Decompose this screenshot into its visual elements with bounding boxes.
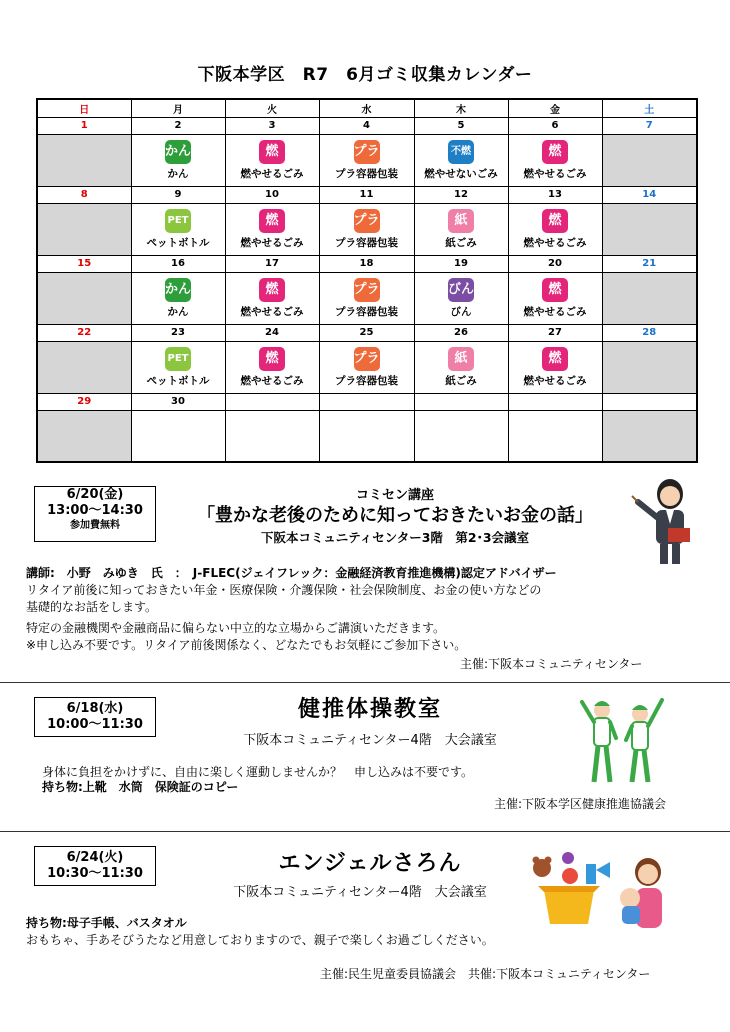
event1-lecturer: 講師: 小野 みゆき 氏 ： J-FLEC(ジェイフレック：金融経済教育推進機構)認定アドバイザー: [26, 566, 557, 580]
day-number: 11: [319, 186, 414, 203]
garbage-cell: [131, 134, 225, 186]
garbage-cell: [225, 341, 319, 393]
event2-desc: 身体に負担をかけずに、自由に楽しく運動しませんか？ 申し込みは不要です。: [42, 765, 474, 779]
day-number: 22: [37, 324, 131, 341]
garbage-label: 燃やせるごみ: [240, 167, 304, 180]
empty-cell: [37, 272, 131, 324]
garbage-label: 燃やせるごみ: [523, 305, 587, 318]
week-4-garbage: [37, 341, 697, 393]
can-icon: かん: [165, 140, 191, 164]
burnable-icon: 燃: [259, 278, 285, 302]
plastic-icon: プラ: [354, 347, 380, 371]
teacher-illustration-icon: [630, 472, 702, 568]
divider: [0, 682, 730, 683]
weekday-header: [37, 99, 697, 117]
week-3-dates: [37, 255, 697, 272]
nonburnable-icon: 不燃: [448, 140, 474, 164]
day-number: 2: [131, 117, 225, 134]
day-number: 23: [131, 324, 225, 341]
garbage-label: 紙ごみ: [445, 236, 477, 249]
empty-cell: [602, 134, 697, 186]
pet-bottle-icon: PET: [165, 347, 191, 371]
day-number: 26: [414, 324, 508, 341]
day-number: 9: [131, 186, 225, 203]
day-number: 30: [131, 393, 225, 410]
week-2-garbage: [37, 203, 697, 255]
garbage-label: 燃やせないごみ: [424, 168, 498, 180]
garbage-label: プラ容器包装: [335, 374, 398, 387]
garbage-cell: [225, 134, 319, 186]
week-1-garbage: [37, 134, 697, 186]
weekday-sun: 日: [37, 99, 131, 117]
week-5-dates: [37, 393, 697, 410]
day-number: 15: [37, 255, 131, 272]
event1-title: 「豊かな老後のために知っておきたいお金の話」: [197, 505, 593, 526]
empty-cell: [602, 203, 697, 255]
day-number: [602, 393, 697, 410]
day-number: 4: [319, 117, 414, 134]
event1-desc: リタイア前後に知っておきたい年金・医療保険・介護保険・社会保険制度、お金の使い方などの: [26, 583, 542, 597]
garbage-label: 燃やせるごみ: [523, 374, 587, 387]
event3-desc: おもちゃ、手あそびうたなど用意しておりますので、親子で楽しくお過ごしください。: [26, 933, 494, 947]
garbage-calendar: [36, 98, 698, 463]
empty-cell: [37, 410, 131, 462]
day-number: 24: [225, 324, 319, 341]
bottle-icon: びん: [448, 278, 474, 302]
garbage-label: 燃やせるごみ: [523, 167, 587, 180]
day-number: 3: [225, 117, 319, 134]
garbage-label: プラ容器包装: [335, 167, 398, 180]
weekday-fri: 金: [508, 99, 602, 117]
burnable-icon: 燃: [259, 347, 285, 371]
event2-date: 6/18(水): [66, 701, 124, 716]
garbage-cell: [131, 272, 225, 324]
event2-date-box: [34, 697, 156, 737]
burnable-icon: 燃: [542, 347, 568, 371]
day-number: 7: [602, 117, 697, 134]
event2-items: 持ち物:上靴 水筒 保険証のコピー: [42, 780, 239, 794]
garbage-cell: [319, 272, 414, 324]
week-2-dates: [37, 186, 697, 203]
garbage-cell: [319, 134, 414, 186]
event1-desc: ※申し込み不要です。リタイア前後関係なく、どなたでもお気軽にご参加下さい。: [26, 638, 467, 652]
garbage-cell: [131, 341, 225, 393]
can-icon: かん: [165, 278, 191, 302]
day-number: 21: [602, 255, 697, 272]
event2-host: 主催:下阪本学区健康推進協議会: [494, 797, 667, 811]
garbage-cell: [414, 272, 508, 324]
event1-desc: 基礎的なお話をします。: [26, 600, 158, 614]
garbage-cell: [508, 272, 602, 324]
empty-cell: [37, 341, 131, 393]
garbage-cell: [414, 134, 508, 186]
paper-icon: 紙: [448, 209, 474, 233]
event2-venue: 下阪本コミュニティセンター4階 大会議室: [243, 733, 497, 748]
day-number: 1: [37, 117, 131, 134]
event2-title: 健推体操教室: [297, 697, 442, 722]
burnable-icon: 燃: [259, 209, 285, 233]
day-number: 16: [131, 255, 225, 272]
plastic-icon: プラ: [354, 140, 380, 164]
day-number: 14: [602, 186, 697, 203]
garbage-label: プラ容器包装: [335, 305, 398, 318]
weekday-sat: 土: [602, 99, 697, 117]
garbage-label: 燃やせるごみ: [240, 236, 304, 249]
garbage-cell: [225, 272, 319, 324]
event3-venue: 下阪本コミュニティセンター4階 大会議室: [233, 885, 487, 900]
day-number: 19: [414, 255, 508, 272]
day-number: [319, 393, 414, 410]
weekday-thu: 木: [414, 99, 508, 117]
garbage-label: びん: [450, 305, 472, 318]
day-number: 20: [508, 255, 602, 272]
paper-icon: 紙: [448, 347, 474, 371]
weekday-wed: 水: [319, 99, 414, 117]
weekday-tue: 火: [225, 99, 319, 117]
day-number: 18: [319, 255, 414, 272]
garbage-cell: [508, 203, 602, 255]
empty-cell: [602, 272, 697, 324]
day-number: 17: [225, 255, 319, 272]
empty-cell: [131, 410, 225, 462]
day-number: 25: [319, 324, 414, 341]
garbage-label: 燃やせるごみ: [523, 236, 587, 249]
garbage-cell: [414, 341, 508, 393]
day-number: 6: [508, 117, 602, 134]
garbage-label: 燃やせるごみ: [240, 305, 304, 318]
event1-date-box: [34, 486, 156, 542]
day-number: [508, 393, 602, 410]
day-number: 28: [602, 324, 697, 341]
empty-cell: [37, 203, 131, 255]
day-number: 29: [37, 393, 131, 410]
garbage-cell: [508, 134, 602, 186]
week-1-dates: [37, 117, 697, 134]
event3-host: 主催:民生児童委員協議会 共催:下阪本コミュニティセンター: [320, 967, 651, 981]
divider: [0, 831, 730, 832]
exercise-illustration-icon: [578, 694, 668, 786]
garbage-label: ペットボトル: [146, 375, 210, 387]
event1-host: 主催:下阪本コミュニティセンター: [460, 657, 643, 671]
empty-cell: [319, 410, 414, 462]
empty-cell: [602, 410, 697, 462]
event2-time: 10:00～11:30: [47, 717, 143, 732]
burnable-icon: 燃: [259, 140, 285, 164]
day-number: 10: [225, 186, 319, 203]
garbage-label: 紙ごみ: [445, 374, 477, 387]
garbage-label: かん: [167, 305, 189, 318]
event3-date: 6/24(火): [66, 850, 124, 865]
event3-date-box: [34, 846, 156, 886]
burnable-icon: 燃: [542, 140, 568, 164]
day-number: [414, 393, 508, 410]
week-3-garbage: [37, 272, 697, 324]
week-4-dates: [37, 324, 697, 341]
event3-time: 10:30～11:30: [47, 866, 143, 881]
day-number: 27: [508, 324, 602, 341]
event3-items: 持ち物:母子手帳、バスタオル: [26, 916, 187, 930]
garbage-cell: [414, 203, 508, 255]
garbage-label: 燃やせるごみ: [240, 374, 304, 387]
mother-child-illustration-icon: [612, 856, 676, 932]
day-number: [225, 393, 319, 410]
garbage-cell: [319, 203, 414, 255]
event1-desc: 特定の金融機関や金融商品に偏らない中立的な立場からご講演いただきます。: [26, 621, 446, 635]
day-number: 12: [414, 186, 508, 203]
event1-date: 6/20(金): [66, 487, 124, 502]
weekday-mon: 月: [131, 99, 225, 117]
garbage-cell: [508, 341, 602, 393]
event1-venue: 下阪本コミュニティセンター3階 第2･3会議室: [260, 530, 530, 545]
empty-cell: [602, 341, 697, 393]
day-number: 5: [414, 117, 508, 134]
event3-title: エンジェルさろん: [278, 851, 462, 876]
garbage-cell: [225, 203, 319, 255]
event1-category: コミセン講座: [355, 488, 434, 503]
day-number: 8: [37, 186, 131, 203]
day-number: 13: [508, 186, 602, 203]
burnable-icon: 燃: [542, 278, 568, 302]
burnable-icon: 燃: [542, 209, 568, 233]
garbage-cell: [131, 203, 225, 255]
toy-box-illustration-icon: [524, 846, 614, 926]
plastic-icon: プラ: [354, 209, 380, 233]
empty-cell: [508, 410, 602, 462]
garbage-label: かん: [167, 167, 189, 180]
pet-bottle-icon: PET: [165, 209, 191, 233]
week-5-garbage: [37, 410, 697, 462]
page-title: 下阪本学区 R7 6月ゴミ収集カレンダー: [197, 65, 533, 85]
empty-cell: [414, 410, 508, 462]
garbage-cell: [319, 341, 414, 393]
empty-cell: [37, 134, 131, 186]
garbage-label: プラ容器包装: [335, 236, 398, 249]
event1-time: 13:00～14:30: [47, 503, 143, 518]
plastic-icon: プラ: [354, 278, 380, 302]
event1-fee: 参加費無料: [70, 520, 120, 531]
garbage-label: ペットボトル: [146, 237, 210, 249]
empty-cell: [225, 410, 319, 462]
